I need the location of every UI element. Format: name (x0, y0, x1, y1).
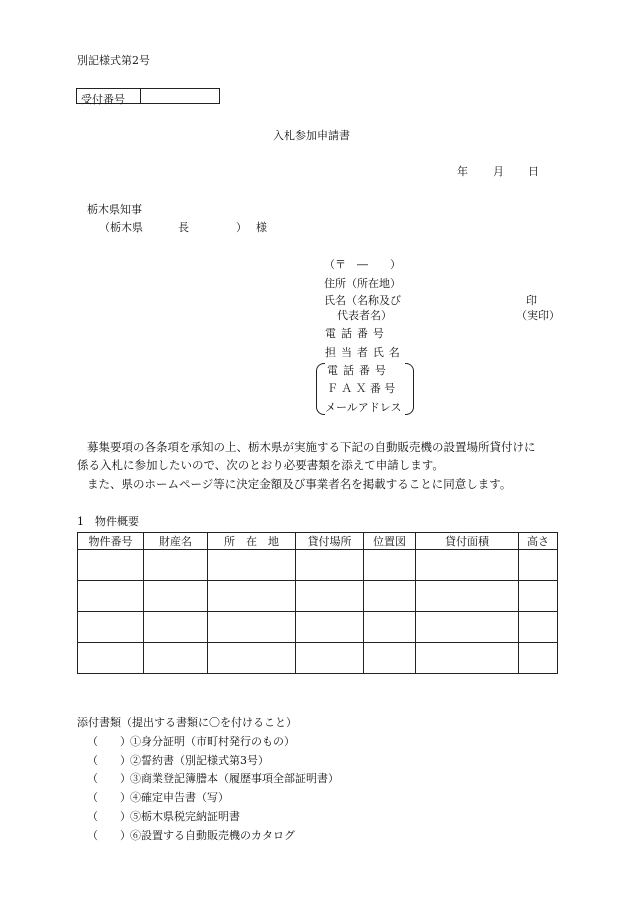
table-row (78, 612, 558, 643)
receipt-number-field[interactable] (141, 89, 219, 103)
table-row (78, 643, 558, 674)
contact-brace-right (405, 363, 414, 415)
seal-note: （実印） (516, 309, 560, 322)
attachment-item-label: ①身分証明（市町村発行のもの） (130, 735, 295, 748)
col-lease-area: 貸付面積 (416, 533, 519, 550)
table-cell[interactable] (416, 643, 519, 674)
attachment-checkbox[interactable]: （ ） (87, 735, 131, 748)
applicant-address-label: 住所（所在地） (324, 277, 401, 290)
section1-heading: 1 物件概要 (77, 515, 139, 528)
addressee-governor: 栃木県知事 (87, 203, 142, 216)
attachment-item-label: ⑥設置する自動販売機のカタログ (130, 829, 295, 842)
table-row (78, 550, 558, 581)
attachment-item-label: ②誓約書（別記様式第3号） (130, 754, 269, 767)
attachment-item-label: ④確定申告書（写） (130, 791, 229, 804)
attachment-checkbox[interactable]: （ ） (87, 791, 131, 804)
date-month: 月 (493, 165, 504, 178)
contact-brace-left (316, 363, 325, 415)
addressee-honorific: 様 (256, 221, 267, 234)
table-cell[interactable] (144, 581, 208, 612)
attachments-heading: 添付書類（提出する書類に〇を付けること） (77, 716, 297, 729)
table-cell[interactable] (519, 643, 558, 674)
table-cell[interactable] (519, 550, 558, 581)
applicant-name-label: 氏名（名称及び (324, 294, 401, 307)
table-cell[interactable] (144, 612, 208, 643)
col-lease-site: 貸付場所 (296, 533, 364, 550)
table-cell[interactable] (519, 581, 558, 612)
table-cell[interactable] (296, 643, 364, 674)
table-cell[interactable] (364, 581, 416, 612)
attachment-checkbox[interactable]: （ ） (87, 772, 131, 785)
table-cell[interactable] (78, 581, 144, 612)
addressee-chief: 長 (178, 221, 189, 234)
contact-person-label: 担当者氏名 (325, 346, 405, 359)
contact-phone-label: 電話番号 (327, 364, 391, 377)
table-cell[interactable] (416, 581, 519, 612)
receipt-number-label: 受付番号 (77, 89, 141, 103)
attachment-checkbox[interactable]: （ ） (87, 754, 131, 767)
addressee-pref: （栃木県 (99, 221, 143, 234)
table-cell[interactable] (416, 550, 519, 581)
property-table (77, 532, 558, 674)
seal-mark: 印 (526, 294, 537, 307)
date-year: 年 (457, 165, 468, 178)
table-cell[interactable] (208, 643, 296, 674)
table-cell[interactable] (296, 550, 364, 581)
attachment-item-label: ③商業登記簿謄本（履歴事項全部証明書） (130, 772, 339, 785)
table-cell[interactable] (208, 550, 296, 581)
addressee-close: ） (236, 221, 247, 234)
table-row (78, 581, 558, 612)
table-cell[interactable] (364, 550, 416, 581)
body-para2: また、県のホームページ等に決定金額及び事業者名を掲載することに同意します。 (87, 477, 512, 491)
table-cell[interactable] (208, 581, 296, 612)
table-cell[interactable] (296, 612, 364, 643)
document-title: 入札参加申請書 (273, 129, 350, 142)
col-location: 所 在 地 (208, 533, 296, 550)
attachment-item-label: ⑤栃木県税完納証明書 (130, 810, 240, 823)
col-location-map: 位置図 (364, 533, 416, 550)
contact-email-label: メールアドレス (325, 401, 402, 414)
table-cell[interactable] (78, 643, 144, 674)
applicant-postal: （〒 ― ） (324, 258, 401, 271)
table-cell[interactable] (519, 612, 558, 643)
table-cell[interactable] (364, 612, 416, 643)
attachment-checkbox[interactable]: （ ） (87, 829, 131, 842)
table-cell[interactable] (144, 643, 208, 674)
table-cell[interactable] (144, 550, 208, 581)
applicant-representative-label: 代表者名） (337, 309, 392, 322)
table-cell[interactable] (78, 612, 144, 643)
col-property-number: 物件番号 (78, 533, 144, 550)
table-cell[interactable] (416, 612, 519, 643)
contact-fax-label: ＦＡＸ番号 (327, 382, 399, 395)
applicant-phone-label: 電話番号 (325, 327, 389, 340)
body-para1-line2: 係る入札に参加したいので、次のとおり必要書類を添えて申請します。 (77, 458, 444, 472)
col-property-name: 財産名 (144, 533, 208, 550)
date-day: 日 (528, 165, 539, 178)
col-height: 高さ (519, 533, 558, 550)
receipt-number-box (76, 88, 220, 104)
table-cell[interactable] (208, 612, 296, 643)
form-number: 別記様式第2号 (77, 54, 150, 67)
table-cell[interactable] (296, 581, 364, 612)
table-cell[interactable] (364, 643, 416, 674)
body-para1-line1: 募集要項の各条項を承知の上、栃木県が実施する下記の自動販売機の設置場所貸付けに (87, 440, 536, 454)
attachment-checkbox[interactable]: （ ） (87, 810, 131, 823)
table-cell[interactable] (78, 550, 144, 581)
